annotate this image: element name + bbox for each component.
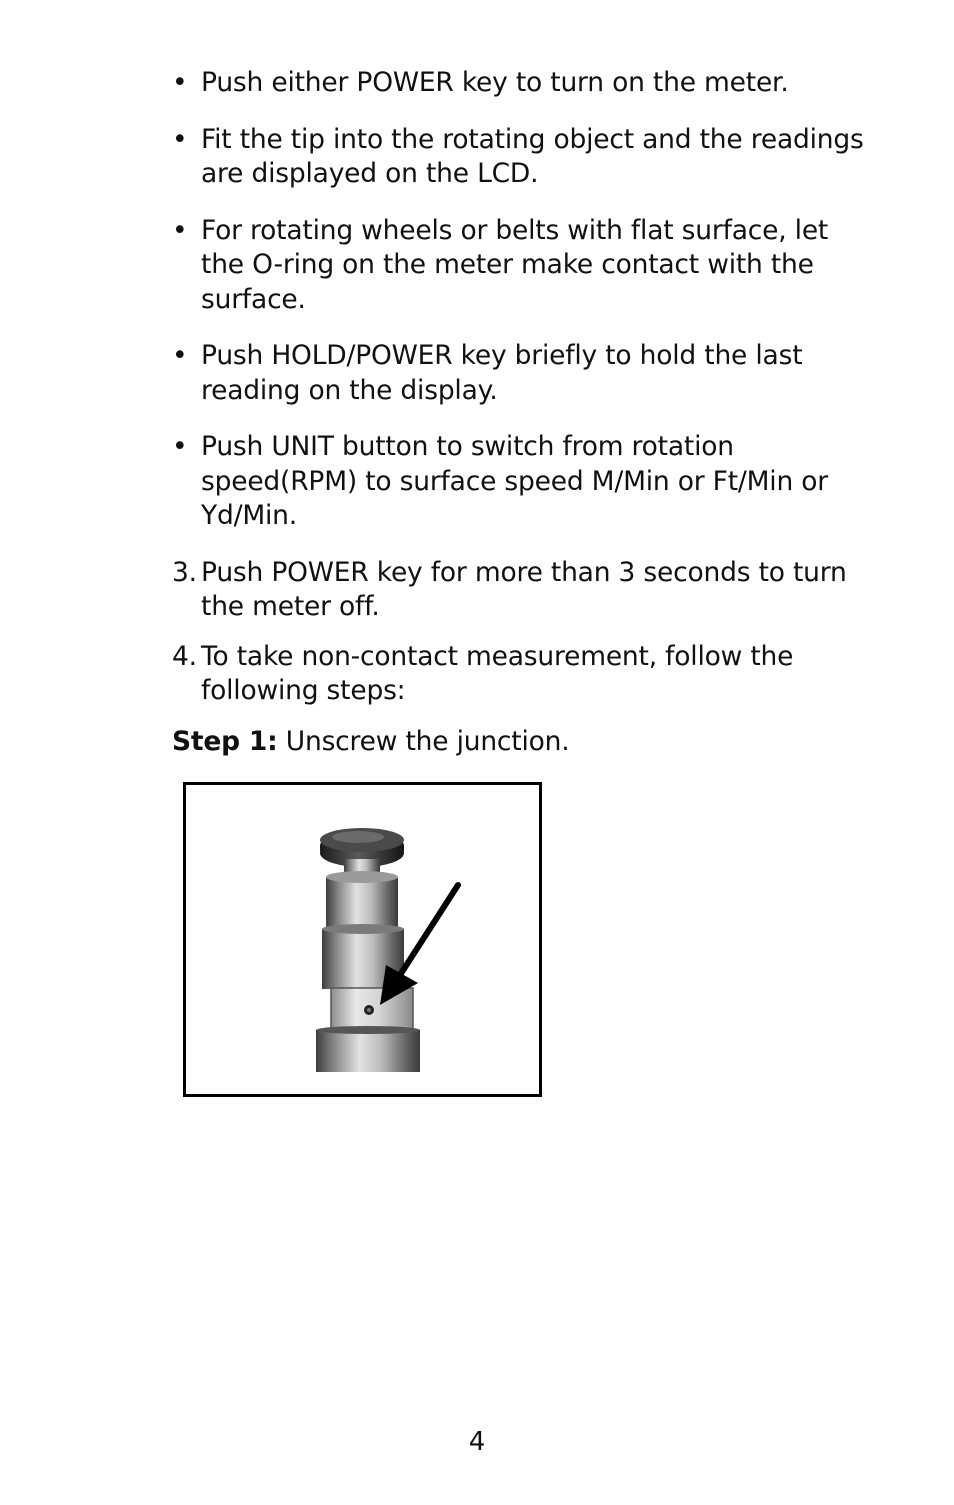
step-1-line bbox=[172, 725, 872, 760]
bullet-marker: • bbox=[172, 340, 188, 371]
step-1-text: Unscrew the junction. bbox=[277, 725, 570, 757]
bullet-item bbox=[172, 339, 872, 408]
instructions-body bbox=[172, 66, 872, 759]
page-number: 4 bbox=[468, 1427, 486, 1457]
bullet-text: Push UNIT button to switch from rotation speed(RPM) to surface speed M/Min or Ft/Min or Yd/Min. bbox=[201, 431, 828, 531]
numbered-step-4 bbox=[172, 640, 872, 709]
numbered-step-3 bbox=[172, 556, 872, 625]
junction-figure bbox=[183, 782, 542, 1097]
bullet-marker: • bbox=[172, 123, 188, 155]
bullet-marker: • bbox=[172, 214, 188, 246]
bullet-text: Fit the tip into the rotating object and the readings are displayed on the LCD. bbox=[201, 123, 864, 189]
bullet-text: Push either POWER key to turn on the meter. bbox=[201, 67, 789, 98]
bullet-item bbox=[172, 66, 872, 101]
step-number: 4. bbox=[172, 640, 197, 672]
meter-tip-junction-illustration bbox=[186, 785, 539, 1094]
step-1-label: Step 1: bbox=[172, 725, 278, 757]
step-text: Push POWER key for more than 3 seconds to turn the meter off. bbox=[201, 556, 847, 622]
bullet-item bbox=[172, 123, 872, 192]
bullet-item bbox=[172, 430, 872, 534]
bullet-marker: • bbox=[172, 67, 188, 98]
step-number: 3. bbox=[172, 556, 197, 588]
bullet-text: Push HOLD/POWER key briefly to hold the last reading on the display. bbox=[201, 340, 803, 406]
bullet-item bbox=[172, 214, 872, 318]
bullet-text: For rotating wheels or belts with flat surface, let the O-ring on the meter make contact with the surface. bbox=[201, 214, 829, 315]
step-text: To take non-contact measurement, follow the following steps: bbox=[201, 640, 794, 706]
bullet-marker: • bbox=[172, 431, 188, 462]
